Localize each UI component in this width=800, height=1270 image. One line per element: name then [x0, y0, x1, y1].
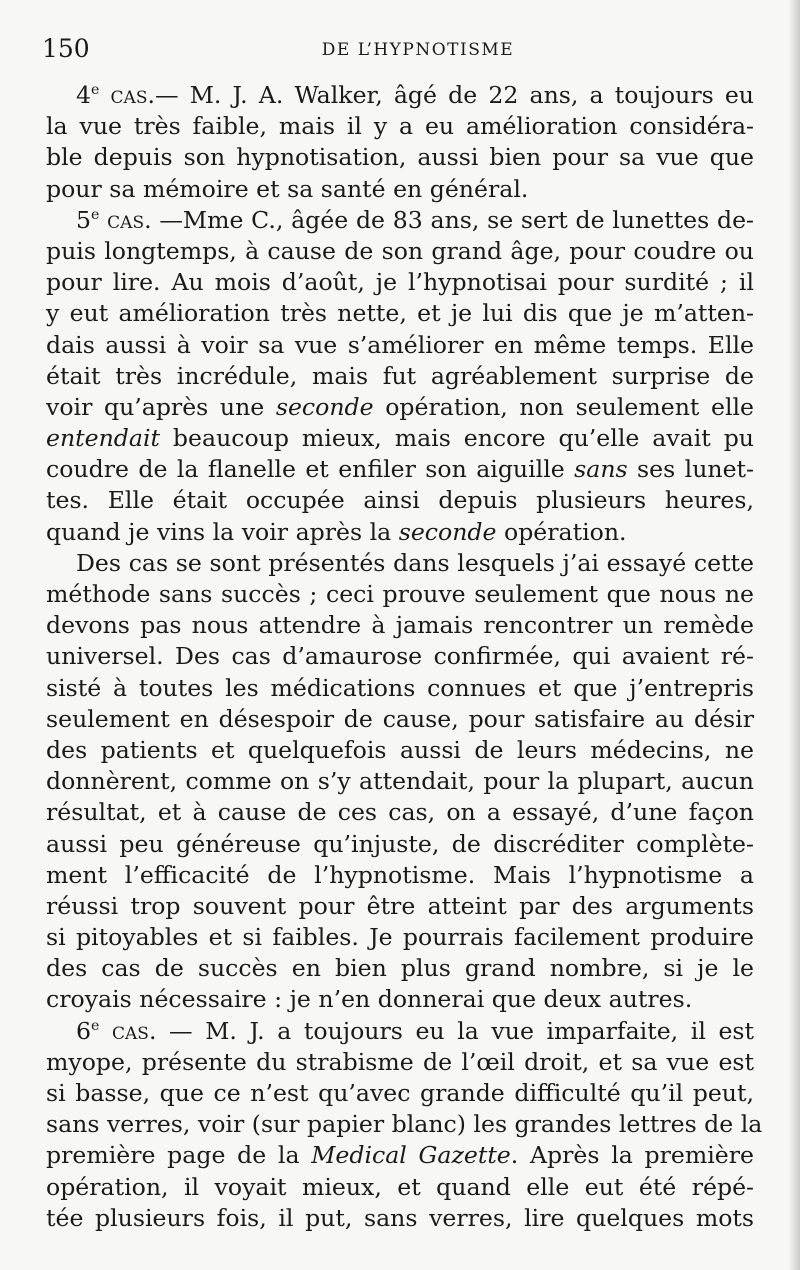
text-line: sisté à toutes les médications connues et que j’entrepris — [46, 673, 754, 702]
text-line: pour sa mémoire et sa santé en général. — [46, 174, 529, 203]
text-line: y eut amélioration très nette, et je lui dis que je m’atten- — [46, 299, 754, 328]
text-line: si basse, que ce n’est qu’avec grande difficulté qu’il peut, — [46, 1079, 754, 1107]
text-line: la vue très faible, mais il y a eu amélioration considéra- — [46, 112, 754, 141]
text-line: ment l’efficacité de l’hypnotisme. Mais l’hypnotisme a — [46, 860, 754, 889]
text-line: opération, il voyait mieux, et quand elle eut été répé- — [46, 1172, 754, 1201]
page-number: 150 — [42, 34, 90, 63]
page-header — [42, 34, 764, 68]
text-line: croyais nécessaire : je n’en donnerai que deux autres. — [46, 985, 693, 1014]
text-line: voir qu’après une seconde opération, non seulement elle — [46, 392, 754, 421]
text-line: ble depuis son hypnotisation, aussi bien pour sa vue que — [46, 143, 754, 172]
text-line: puis longtemps, à cause de son grand âge, pour coudre ou — [46, 236, 754, 265]
text-line: seulement en désespoir de cause, pour satisfaire au désir — [46, 704, 754, 733]
text-line: tée plusieurs fois, il put, sans verres, lire quelques mots — [46, 1203, 754, 1232]
text-line: 4e cas.— M. J. A. Walker, âgé de 22 ans, a toujours eu — [76, 81, 754, 109]
text-line: était très incrédule, mais fut agréablement surprise de — [46, 361, 754, 390]
text-line: première page de la Medical Gazette. Après la première — [46, 1141, 754, 1170]
text-line: dais aussi à voir sa vue s’améliorer en même temps. Elle — [46, 330, 754, 359]
text-line: 6e cas. — M. J. a toujours eu la vue imparfaite, il est — [76, 1016, 755, 1045]
text-line: des cas de succès en bien plus grand nombre, si je le — [46, 954, 754, 983]
text-line: quand je vins la voir après la seconde opération. — [46, 517, 627, 546]
text-line: pour lire. Au mois d’août, je l’hypnotisai pour surdité ; il — [46, 268, 754, 297]
text-line: aussi peu généreuse qu’injuste, de discréditer complète- — [46, 829, 754, 858]
text-line: résultat, et à cause de ces cas, on a essayé, d’une façon — [46, 798, 754, 827]
text-line: myope, présente du strabisme de l’œil droit, et sa vue est — [46, 1047, 754, 1076]
running-title: DE L’HYPNOTISME — [321, 40, 515, 60]
text-line: tes. Elle était occupée ainsi depuis plusieurs heures, — [46, 486, 754, 515]
text-line: des patients et quelquefois aussi de leurs médecins, ne — [46, 735, 754, 764]
text-line: réussi trop souvent pour être atteint par des arguments — [46, 891, 754, 920]
text-body — [46, 80, 763, 1234]
text-line: coudre de la flanelle et enfiler son aiguille sans ses lunet- — [46, 455, 755, 484]
text-line: universel. Des cas d’amaurose confirmée, qui avaient ré- — [46, 642, 754, 671]
text-line: Des cas se sont présentés dans lesquels j’ai essayé cette — [76, 548, 754, 577]
text-line: si pitoyables et si faibles. Je pourrais facilement produire — [46, 923, 754, 952]
text-line: méthode sans succès ; ceci prouve seulement que nous ne — [46, 580, 754, 608]
text-line: entendait beaucoup mieux, mais encore qu’elle avait pu — [46, 424, 754, 453]
text-line: donnèrent, comme on s’y attendait, pour la plupart, aucun — [46, 767, 754, 796]
text-line: 5e cas. —Mme C., âgée de 83 ans, se sert de lunettes de- — [76, 205, 755, 234]
text-line: sans verres, voir (sur papier blanc) les grandes lettres de la — [46, 1110, 763, 1139]
text-line: devons pas nous attendre à jamais rencontrer un remède — [46, 611, 754, 640]
